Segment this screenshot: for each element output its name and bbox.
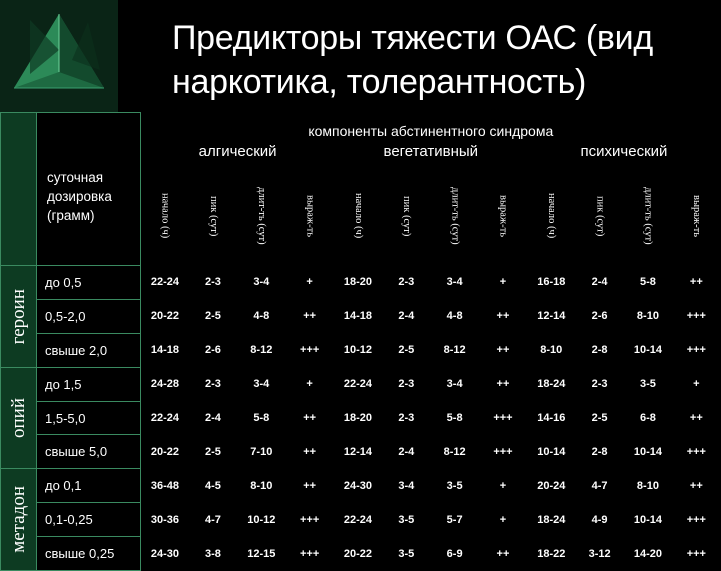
group-headers	[141, 143, 721, 167]
value-cell: 3-5	[398, 547, 415, 560]
pyramid-logo	[0, 0, 118, 112]
value-cell: 14-18	[343, 310, 373, 323]
value-cell: 2-3	[205, 276, 221, 289]
value-cell: 20-24	[537, 479, 566, 492]
subcolumn-header: пик (сут)	[207, 195, 219, 237]
value-cell: 22-24	[343, 378, 373, 391]
group-header: алгический	[198, 143, 277, 160]
drug-label: опий	[7, 398, 29, 439]
value-cell: ++	[303, 479, 317, 492]
value-cell: 3-8	[205, 547, 221, 560]
value-cell: 2-3	[398, 412, 415, 424]
value-cell: 8-10	[540, 344, 563, 357]
subcolumn-header: начало (ч)	[159, 193, 171, 239]
value-cell: 10-14	[633, 445, 663, 458]
value-cell: +++	[686, 445, 706, 458]
value-cell: 20-22	[150, 310, 179, 323]
table-row	[1, 469, 721, 503]
table-row	[1, 435, 721, 469]
value-cell: 4-5	[205, 479, 221, 492]
drug-label: метадон	[7, 486, 29, 554]
value-cell: 2-5	[398, 344, 415, 357]
subcolumn-header: выраж-ть	[690, 194, 702, 238]
value-cell: 36-48	[150, 479, 179, 492]
value-cell: 8-10	[636, 310, 659, 323]
value-cell: 18-20	[343, 276, 373, 289]
subcolumn-header: пик (сут)	[594, 195, 606, 237]
value-cell: 2-5	[205, 445, 221, 458]
header-corner	[1, 113, 37, 266]
value-cell: 4-7	[591, 479, 608, 492]
value-cell: 2-5	[205, 310, 221, 323]
value-cell: 2-3	[398, 378, 415, 391]
group-header: вегетативный	[383, 143, 479, 160]
value-cell: 7-10	[250, 445, 273, 458]
dose-label: до 0,1	[37, 469, 141, 503]
value-cell: ++	[303, 412, 317, 424]
value-cell: 2-5	[591, 412, 608, 424]
value-cell: 20-22	[343, 547, 373, 560]
drug-label: героин	[7, 288, 29, 344]
components-title: компоненты абстинентного синдрома	[308, 123, 554, 139]
dose-label: свыше 5,0	[37, 435, 141, 469]
value-cell: ++	[689, 479, 703, 492]
subcolumn-header: пик (сут)	[401, 195, 413, 237]
predictors-table	[0, 112, 721, 571]
value-cell: +++	[686, 547, 706, 560]
value-cell: +++	[300, 547, 320, 560]
dose-label: до 0,5	[37, 266, 141, 300]
value-cell: 22-24	[150, 412, 179, 424]
value-cell: 2-4	[398, 310, 415, 323]
value-cell: 5-8	[446, 412, 463, 424]
value-cell: 3-5	[398, 513, 415, 526]
subcolumn-header: длит-ть (сут)	[256, 187, 268, 245]
value-cell: 16-18	[537, 276, 566, 289]
value-cell: +++	[686, 310, 706, 323]
value-cell: 3-4	[398, 479, 415, 492]
dose-label: до 1,5	[37, 367, 141, 401]
value-cell: +++	[300, 513, 320, 526]
table-row	[1, 266, 721, 300]
value-cell: 3-5	[446, 479, 463, 492]
value-cell: 3-4	[446, 276, 463, 289]
value-cell: 10-12	[247, 513, 276, 526]
subcolumn-header: длит-ть (сут)	[642, 187, 654, 245]
value-cell: +++	[686, 513, 706, 526]
value-cell: +	[499, 276, 507, 289]
subcolumn-header: длит-ть (сут)	[449, 187, 461, 245]
value-cell: 3-4	[253, 378, 270, 391]
table-row	[1, 503, 721, 537]
value-cell: 3-4	[253, 276, 270, 289]
value-cell: 2-3	[398, 276, 415, 289]
value-cell: 2-3	[205, 378, 221, 391]
group-header: психический	[580, 143, 668, 160]
value-cell: 12-14	[343, 445, 373, 458]
drug-label-cell	[1, 266, 37, 368]
value-cell: 4-9	[591, 513, 608, 526]
value-cell: 2-4	[205, 412, 221, 424]
value-cell: 8-12	[443, 344, 466, 357]
value-cell: 2-8	[591, 344, 608, 357]
value-cell: ++	[496, 547, 510, 560]
value-cell: 14-18	[150, 344, 179, 357]
value-cell: 2-3	[591, 378, 608, 391]
value-cell: ++	[303, 310, 317, 323]
value-cell: 14-20	[633, 547, 663, 560]
value-cell: 18-24	[537, 513, 566, 526]
value-cell: +	[499, 479, 507, 492]
subcolumn-headers	[141, 167, 721, 265]
value-cell: +	[306, 378, 313, 391]
subcolumn-header: выраж-ть	[304, 194, 316, 238]
value-cell: 8-10	[636, 479, 659, 492]
value-cell: +	[306, 276, 313, 289]
value-cell: ++	[689, 412, 703, 424]
table-row	[1, 367, 721, 401]
value-cell: 24-28	[150, 378, 179, 391]
value-cell: ++	[496, 378, 510, 391]
value-cell: +++	[493, 412, 513, 424]
value-cell: 22-24	[343, 513, 373, 526]
dose-label: 0,5-2,0	[37, 299, 141, 333]
value-cell: 3-4	[446, 378, 463, 391]
value-cell: 6-9	[446, 547, 463, 560]
value-cell: 2-4	[398, 445, 415, 458]
value-cell: +++	[686, 344, 706, 357]
table-row	[1, 537, 721, 571]
value-cell: 10-14	[633, 344, 663, 357]
value-cell: 2-8	[591, 445, 608, 458]
subcolumn-header: начало (ч)	[546, 193, 558, 239]
value-cell: 30-36	[150, 513, 179, 526]
value-cell: 12-14	[537, 310, 566, 323]
value-cell: 22-24	[150, 276, 179, 289]
drug-label-cell	[1, 469, 37, 571]
value-cell: ++	[689, 276, 703, 289]
value-cell: 4-7	[205, 513, 221, 526]
value-cell: 10-12	[343, 344, 373, 357]
slide-title: Предикторы тяжести ОАС (вид наркотика, толерантность)	[172, 19, 653, 101]
value-cell: 5-7	[446, 513, 463, 526]
value-cell: 10-14	[537, 445, 566, 458]
table-row	[1, 401, 721, 435]
subcolumn-header: начало (ч)	[352, 193, 364, 239]
value-cell: 18-22	[537, 547, 566, 560]
value-cell: +	[693, 378, 700, 391]
value-cell: 2-4	[591, 276, 608, 289]
value-cell: 24-30	[343, 479, 373, 492]
components-header	[141, 113, 721, 266]
value-cell: 6-8	[639, 412, 656, 424]
dose-label: свыше 0,25	[37, 537, 141, 571]
dose-label: свыше 2,0	[37, 333, 141, 367]
dose-header: суточная дозировка (грамм)	[37, 113, 141, 266]
value-cell: 24-30	[150, 547, 179, 560]
subcolumn-header: выраж-ть	[497, 194, 509, 238]
dose-label: 0,1-0,25	[37, 503, 141, 537]
value-cell: 18-24	[537, 378, 566, 391]
value-cell: ++	[496, 344, 510, 357]
value-cell: 10-14	[633, 513, 663, 526]
value-cell: 14-16	[537, 412, 566, 424]
value-cell: 2-6	[591, 310, 608, 323]
value-cell: +	[499, 513, 507, 526]
table-row	[1, 333, 721, 367]
value-cell: +++	[493, 445, 513, 458]
drug-label-cell	[1, 367, 37, 469]
dose-label: 1,5-5,0	[37, 401, 141, 435]
value-cell: 20-22	[150, 445, 179, 458]
value-cell: 18-20	[343, 412, 373, 424]
value-cell: ++	[496, 310, 510, 323]
value-cell: 2-6	[205, 344, 221, 357]
value-cell: 5-8	[253, 412, 270, 424]
value-cell: 8-12	[443, 445, 466, 458]
value-cell: 3-12	[588, 547, 611, 560]
value-cell: 4-8	[253, 310, 270, 323]
value-cell: +++	[300, 344, 320, 357]
value-cell: 12-15	[247, 547, 276, 560]
table-row	[1, 299, 721, 333]
value-cell: ++	[303, 445, 317, 458]
value-cell: 3-5	[639, 378, 656, 391]
value-cell: 8-12	[250, 344, 273, 357]
value-cell: 8-10	[250, 479, 273, 492]
value-cell: 4-8	[446, 310, 463, 323]
value-cell: 5-8	[639, 276, 656, 289]
